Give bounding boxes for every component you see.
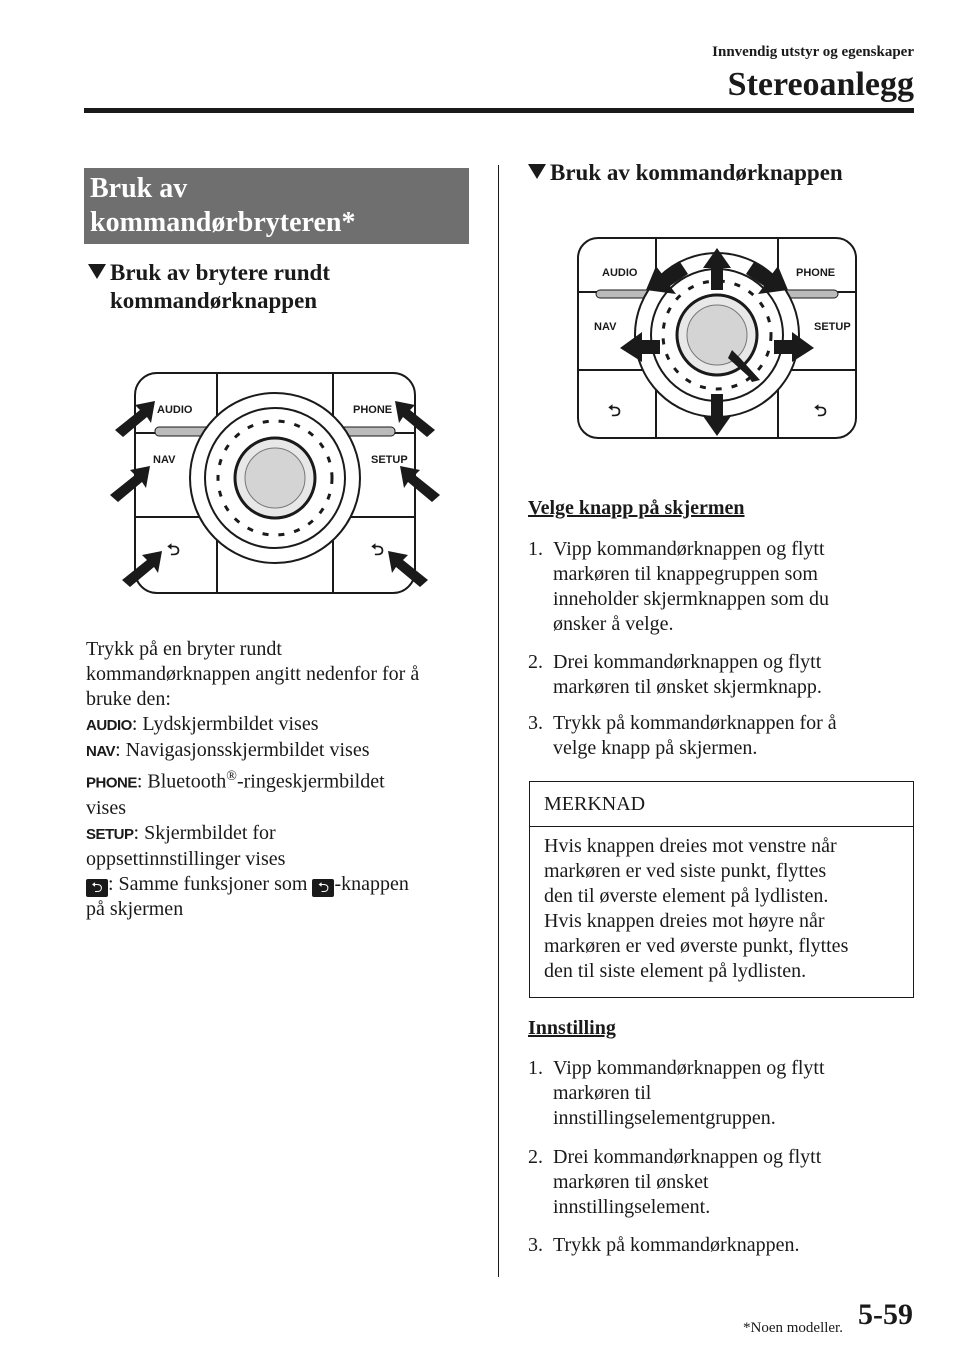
setup-icon: SETUP — [86, 825, 134, 843]
back-item-cont: på skjermen — [86, 897, 184, 920]
section-title-box — [84, 168, 469, 244]
back-icon: ⮌ — [312, 879, 334, 897]
triangle-bullet-icon — [528, 164, 546, 179]
setup-item-cont: oppsettinnstillinger vises — [86, 847, 286, 870]
chapter-title: Innvendig utstyr og egenskaper — [712, 44, 914, 60]
left-heading-line2: kommandørknappen — [110, 288, 318, 313]
back-left-icon: ⮌ — [167, 542, 180, 559]
back-left-icon: ⮌ — [608, 403, 621, 420]
audio-icon: AUDIO — [86, 717, 132, 734]
setup-label: SETUP — [814, 321, 851, 333]
header-rule — [84, 108, 914, 113]
commander-knob-diagram — [570, 230, 865, 445]
select-heading: Velge knapp på skjermen — [528, 497, 745, 519]
note-header — [530, 782, 913, 827]
note-body: Hvis knappen dreies mot venstre når markøren er ved siste punkt, flyttes den til øverste element på lydlisten. Hvis knappen dreies mot høyre når markøren er ved øverste punkt, flyttes den til siste element på lydlisten. — [544, 835, 849, 982]
column-divider — [498, 165, 499, 1277]
setup-label: SETUP — [371, 454, 408, 466]
back-right-icon: ⮌ — [371, 542, 384, 559]
audio-label: AUDIO — [602, 267, 638, 279]
right-heading-text: Bruk av kommandørknappen — [550, 160, 843, 185]
audio-item: AUDIO: Lydskjermbildet vises — [86, 713, 319, 735]
phone-item: PHONE: Bluetooth®-ringeskjermbildet — [86, 769, 385, 793]
intro-text: Trykk på en bryter rundt kommandørknappen angitt nedenfor for å bruke den: — [86, 638, 420, 710]
left-heading-line1: Bruk av brytere rundt — [110, 260, 330, 285]
phone-label: PHONE — [796, 267, 836, 279]
section-title-line2: kommandørbryteren* — [90, 207, 356, 238]
commander-switch-diagram — [105, 365, 445, 600]
page-title: Stereoanlegg — [727, 66, 914, 103]
nav-item: NAV: Navigasjonsskjermbildet vises — [86, 739, 370, 761]
note-box — [529, 781, 914, 998]
left-heading — [88, 258, 330, 287]
audio-label: AUDIO — [157, 404, 193, 416]
note-title: MERKNAD — [544, 793, 646, 815]
switch-list — [86, 712, 486, 922]
page-number: 5-59 — [858, 1298, 913, 1331]
nav-label: NAV — [594, 321, 617, 333]
phone-item-cont: vises — [86, 796, 126, 819]
phone-label: PHONE — [353, 404, 393, 416]
settings-heading: Innstilling — [528, 1017, 616, 1039]
right-heading — [528, 158, 843, 187]
triangle-bullet-icon — [88, 264, 106, 279]
back-item: ⮌ : Samme funksjoner som ⮌ -knappen — [86, 872, 486, 897]
back-right-icon: ⮌ — [814, 403, 827, 420]
nav-icon: NAV — [86, 743, 116, 760]
phone-icon: PHONE — [86, 774, 137, 792]
back-icon: ⮌ — [86, 879, 108, 897]
setup-item: SETUP: Skjermbildet for — [86, 821, 276, 844]
nav-label: NAV — [153, 454, 176, 466]
section-title-line1: Bruk av — [90, 173, 188, 204]
footer-note: *Noen modeller. — [743, 1320, 843, 1336]
